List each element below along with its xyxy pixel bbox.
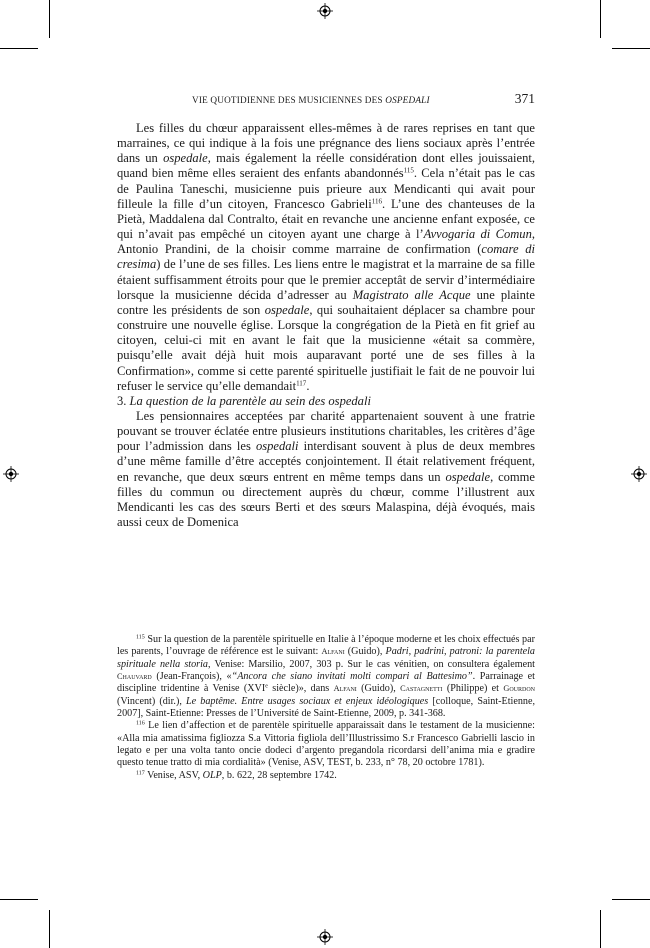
text-run: interdisant souvent à plus de deux membres d’une même famille d’être acceptés conjointement. Il était relativement fréquent, en revanche, que deux sœurs entrent en même temps dans un [117,439,535,484]
paragraph [117,121,535,394]
text-run: (Guido), [356,683,401,695]
article-title: “Ancora che siano invitati molti compari al Battesimo” [231,671,473,683]
author-name: Alfani [333,684,357,694]
author-name: Castagnetti [400,684,443,694]
running-title [192,95,430,105]
crop-mark [0,899,38,900]
text-run: Les pensionnaires acceptées par charité appartenaient souvent à une fratrie pouvant se trouver éclatée entre plusieurs institutions charitables, les critères d’âge pour l’admission dans les [117,408,535,454]
author-name: Chauvard [117,672,152,682]
text-run: ) de l’une de ses filles. Les liens entre le magistrat et la marraine de sa fille étaient suffisamment étroits pour que le premier acceptât de servir d’intermédiaire lorsque la musicienne décida d’adresser au [117,257,535,302]
paragraph [117,409,535,530]
registration-mark-icon [317,929,333,945]
crop-mark [0,48,38,49]
text-run: Le lien d’affection et de parentèle spirituelle apparaissait dans le testament de la musicienne: «Alla mia amatissima figliozza S.a Vittoria figliola dell’Illustrissimo S.r Francesco Gabrielli lascio in legato e per una volta tanto oncie dodeci d’argento pregandola ricordarsi dell’anima mia e gradire questo tenue tratto di mia cordialità» (Venise, ASV, TEST, b. 233, n° 78, 20 octobre 1781). [117,720,535,769]
archive-abbrev: OLP [202,769,222,781]
text-run: , b. 622, 28 septembre 1742. [221,769,337,781]
text-run: (Philippe) et [442,683,504,695]
text-run: (Jean-François), « [151,671,232,683]
text-run: . L’une des chanteuses de la Pietà, Maddalena dal Contralto, était en revanche une ancienne enfant exposée, ce qui n’avait pas empêché un citoyen ayant une charge à l’ [117,196,535,242]
text-run: , qui souhaitaient déplacer sa chambre pour construire une nouvelle église. Lorsque la congrégation de la Pietà en fit grief au citoyen, celui-ci mit en avant le fait que la musicienne «était sa commère, puisqu’elle avait déjà huit mois auparavant porté une de ses filles à la Confirmation», comme si cette parenté spirituelle justifiait le fait de ne pouvoir lui refuser le service qu’elle demandait [117,302,535,393]
footnotes [117,634,535,782]
footnote-ref[interactable]: 116 [371,197,382,206]
registration-mark-icon [317,3,333,19]
page-number: 371 [514,91,535,106]
italic-term: comare di cresima [117,242,535,272]
crop-mark [49,910,50,948]
book-title: Padri, padrini, patroni: la parentela spirituale nella storia [117,646,535,670]
page-header [117,90,535,110]
text-run: (Vincent) (dir.), [117,695,187,707]
body-text [117,121,535,530]
footnote-number: 115 [136,634,145,641]
italic-term: Avvogaria di Comun [423,227,532,242]
text-run: (Guido), [344,646,386,658]
section-heading [117,394,535,409]
footnote-number: 117 [136,770,145,777]
text-run: , Antonio Prandini, de la choisir comme marraine de confirmation ( [117,227,535,257]
registration-mark-icon [631,466,647,482]
text-run: , comme filles du commun ou directement auprès du chœur, comme l’illustrent aux Mendicanti les cas des sœurs Berti et des sœurs Malaspina, déjà évoqués, mais aussi ceux de Domenica [117,469,535,530]
running-title-text: VIE QUOTIDIENNE DES MUSICIENNES DES [192,95,386,105]
text-run: siècle)», dans [267,683,334,695]
author-name: Gourdon [503,684,535,694]
text-run: Les filles du chœur apparaissent elles-mêmes à de rares reprises en tant que marraines, ce qui indique à la fois une prégnance des liens sociaux après l’entrée dans un [117,121,535,166]
section-number: 3. [117,393,130,408]
crop-mark [612,899,650,900]
text-run: , mais également la réelle considération dont elles jouissaient, quand bien même elles seraient des enfants abandonnés [117,151,535,181]
running-title-italic: OSPEDALI [385,95,430,105]
footnote-ref[interactable]: 117 [296,379,307,388]
crop-mark [49,0,50,38]
text-run: . Cela n’était pas le cas de Paulina Taneschi, musicienne puis prieure aux Mendicanti qui avait pour filleule la fille d’un citoyen, Francesco Gabrieli [117,166,535,211]
text-run: . Parrainage et discipline tridentine à Venise (XVI [117,671,535,695]
text-run: Sur la question de la parentèle spirituelle en Italie à l’époque moderne et les choix effectués par les parents, l’ouvrage de référence est le suivant: [117,634,535,658]
crop-mark [600,0,601,38]
footnote-115 [117,634,535,720]
italic-term: Magistrato alle Acque [352,287,471,302]
text-run: . [306,378,310,393]
footnote-117 [117,770,535,782]
crop-mark [600,910,601,948]
registration-mark-icon [3,466,19,482]
italic-term: ospedale [445,469,491,484]
footnote-116 [117,720,535,769]
italic-term: ospedale [163,151,208,166]
footnote-ref[interactable]: 115 [403,166,414,175]
text-run: une plainte contre les présidents de son [117,287,535,317]
author-name: Alfani [321,647,345,657]
footnote-number: 116 [136,720,145,727]
text-run: Venise, ASV, [144,769,203,781]
text-run: [colloque, Saint-Etienne, 2007], Saint-Etienne: Presses de l’Université de Saint-Etienne, 2009, p. 341-368. [117,695,535,720]
century-superscript: e [265,683,268,690]
italic-term: ospedali [255,439,299,454]
italic-term: ospedale [264,302,310,317]
section-title: La question de la parentèle au sein des ospedali [129,393,371,408]
text-run: , Venise: Marsilio, 2007, 303 p. Sur le cas vénitien, on consultera également [207,658,535,670]
book-title: Le baptême. Entre usages sociaux et enjeux idéologiques [186,695,429,707]
crop-mark [612,48,650,49]
